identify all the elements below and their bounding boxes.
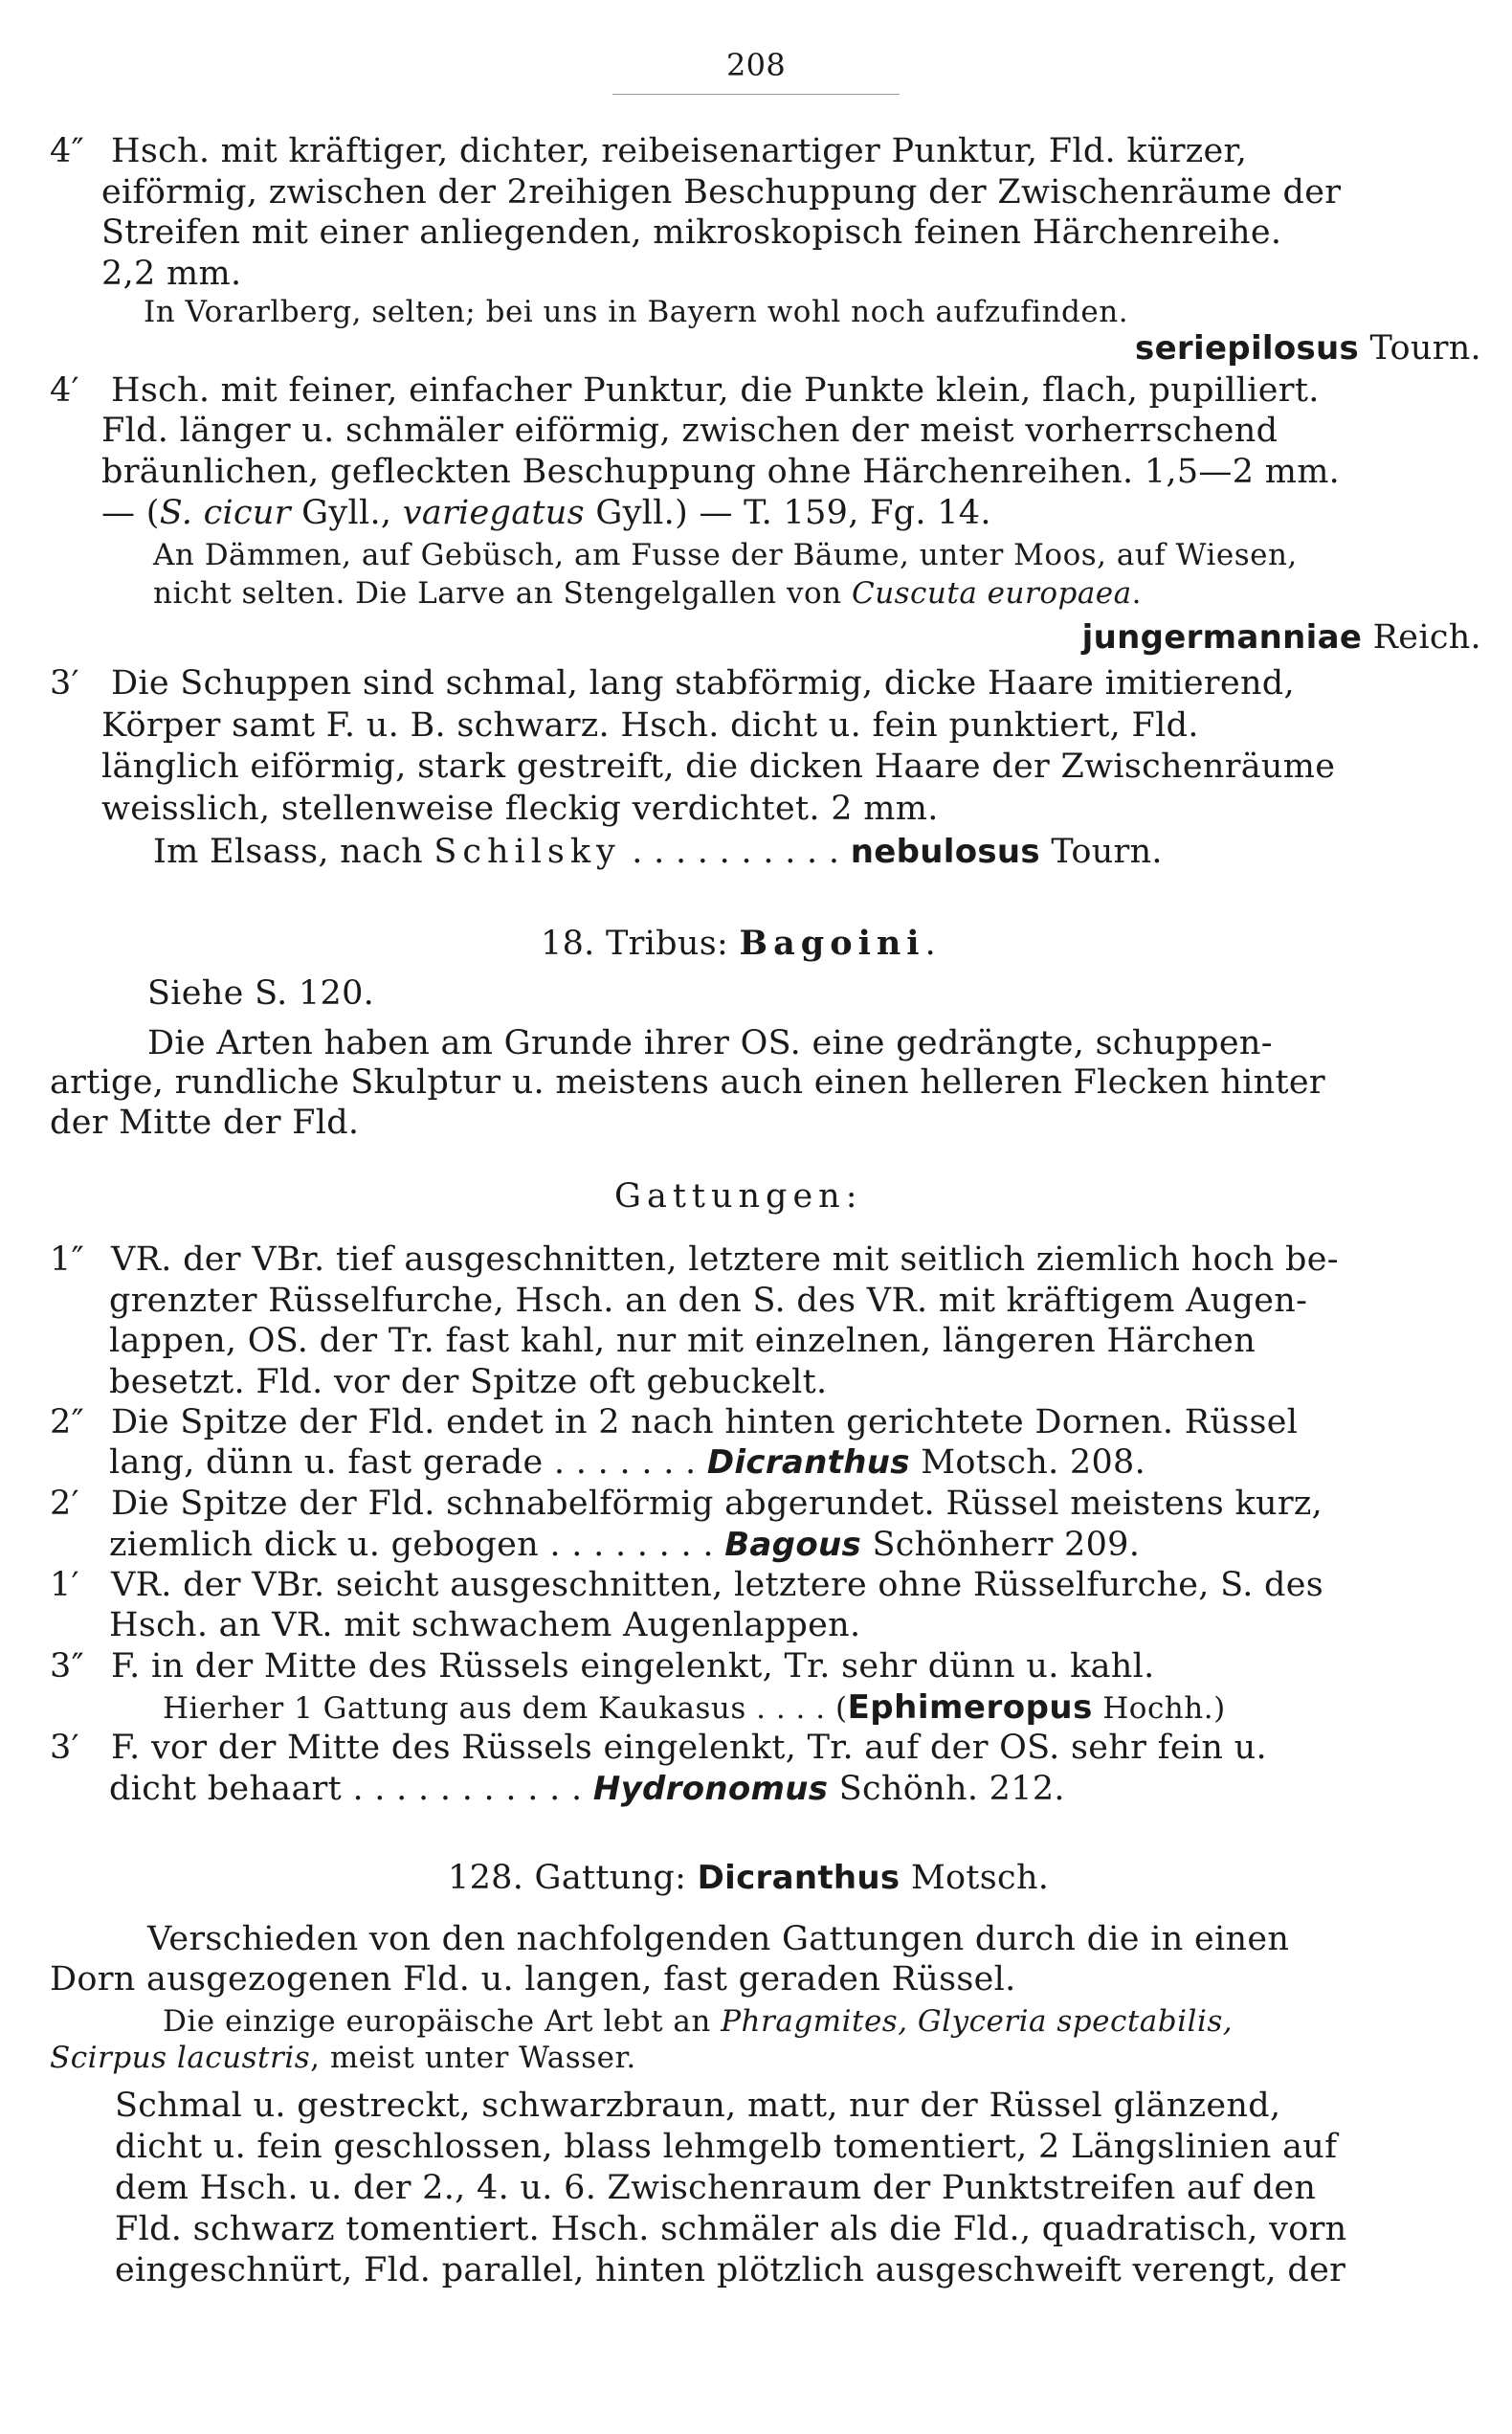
key-1a-line2: grenzter Rüsselfurche, Hsch. an den S. des VR. mit kräftigem Augen- [109, 1282, 1308, 1320]
couplet-4a-line2: eiförmig, zwischen der 2reihigen Beschuppung der Zwischenräume der [101, 173, 1342, 212]
key-2b-line2: ziemlich dick u. gebogen . . . . . . . . Bagous Schönherr 209. [109, 1526, 1141, 1564]
key-2a-line2: lang, dünn u. fast gerade . . . . . . . Dicranthus Motsch. 208. [109, 1443, 1146, 1482]
header-rule [612, 94, 900, 95]
key-3b-line2: dicht behaart . . . . . . . . . . . Hydronomus Schönh. 212. [109, 1770, 1065, 1808]
couplet-3b-line1: 3′ Die Schuppen sind schmal, lang stabförmig, dicke Haare imitierend, [50, 664, 1295, 703]
habitat-line: Die einzige europäische Art lebt an Phragmites, Glyceria spectabilis, [163, 2004, 1234, 2039]
couplet-4b-line2: Fld. länger u. schmäler eiförmig, zwischen der meist vorherrschend [101, 412, 1279, 450]
species-nebulosus: Im Elsass, nach Schilsky . . . . . . . . . . nebulosus Tourn. [153, 833, 1163, 871]
key-3a-line1: 3″ F. in der Mitte des Rüssels eingelenkt, Tr. sehr dünn u. kahl. [50, 1647, 1155, 1686]
tribus-heading: 18. Tribus: Bagoini. [541, 924, 937, 963]
habitat-line: An Dämmen, auf Gebüsch, am Fusse der Bäume, unter Moos, auf Wiesen, [153, 538, 1298, 572]
description-line: eingeschnürt, Fld. parallel, hinten plötzlich ausgeschweift verengt, der [115, 2251, 1346, 2289]
key-1b-line1: 1′ VR. der VBr. seicht ausgeschnitten, letztere ohne Rüsselfurche, S. des [50, 1566, 1324, 1604]
body-line: Dorn ausgezogenen Fld. u. langen, fast geraden Rüssel. [50, 1960, 1016, 1999]
couplet-4a-line1: 4″ Hsch. mit kräftiger, dichter, reibeisenartiger Punktur, Fld. kürzer, [50, 132, 1248, 170]
body-line: der Mitte der Fld. [50, 1104, 360, 1142]
couplet-3b-line2: Körper samt F. u. B. schwarz. Hsch. dicht u. fein punktiert, Fld. [101, 706, 1199, 745]
couplet-4b-line3: bräunlichen, gefleckten Beschuppung ohne Härchenreihen. 1,5—2 mm. [101, 453, 1341, 491]
description-line: Fld. schwarz tomentiert. Hsch. schmäler als die Fld., quadratisch, vorn [115, 2210, 1347, 2248]
key-1a-line1: 1″ VR. der VBr. tief ausgeschnitten, letztere mit seitlich ziemlich hoch be- [50, 1240, 1339, 1279]
gattung-heading: 128. Gattung: Dicranthus Motsch. [448, 1859, 1050, 1897]
key-2b-line1: 2′ Die Spitze der Fld. schnabelförmig abgerundet. Rüssel meistens kurz, [50, 1485, 1323, 1523]
body-line: Siehe S. 120. [147, 974, 375, 1013]
body-line: Verschieden von den nachfolgenden Gattungen durch die in einen [147, 1920, 1290, 1958]
habitat-line: nicht selten. Die Larve an Stengelgallen von Cuscuta europaea. [153, 576, 1142, 611]
key-1a-line4: besetzt. Fld. vor der Spitze oft gebuckelt. [109, 1363, 828, 1401]
species-seriepilosus: seriepilosus Tourn. [1135, 329, 1481, 368]
key-2a-line1: 2″ Die Spitze der Fld. endet in 2 nach hinten gerichtete Dornen. Rüssel [50, 1403, 1299, 1441]
key-3a-line2: Hierher 1 Gattung aus dem Kaukasus . . . . (Ephimeropus Hochh.) [163, 1688, 1226, 1727]
key-1a-line3: lappen, OS. der Tr. fast kahl, nur mit einzelnen, längeren Härchen [109, 1322, 1256, 1360]
description-line: dicht u. fein geschlossen, blass lehmgelb tomentiert, 2 Längslinien auf [115, 2128, 1338, 2166]
couplet-3b-line4: weisslich, stellenweise fleckig verdichtet. 2 mm. [101, 790, 939, 828]
couplet-3b-line3: länglich eiförmig, stark gestreift, die dicken Haare der Zwischenräume [101, 748, 1336, 786]
description-line: dem Hsch. u. der 2., 4. u. 6. Zwischenraum der Punktstreifen auf den [115, 2169, 1317, 2207]
body-line: artige, rundliche Skulptur u. meistens auch einen helleren Flecken hinter [50, 1063, 1325, 1102]
couplet-4b-line4: — (S. cicur Gyll., variegatus Gyll.) — T. 159, Fg. 14. [101, 494, 991, 532]
key-1b-line2: Hsch. an VR. mit schwachem Augenlappen. [109, 1606, 861, 1644]
key-3b-line1: 3′ F. vor der Mitte des Rüssels eingelenkt, Tr. auf der OS. sehr fein u. [50, 1729, 1267, 1767]
couplet-4b-line1: 4′ Hsch. mit feiner, einfacher Punktur, die Punkte klein, flach, pupilliert. [50, 371, 1320, 410]
couplet-4a-line4: 2,2 mm. [101, 255, 242, 293]
habitat-line: In Vorarlberg, selten; bei uns in Bayern wohl noch aufzufinden. [144, 295, 1129, 329]
couplet-4a-line3: Streifen mit einer anliegenden, mikroskopisch feinen Härchenreihe. [101, 213, 1282, 252]
gattungen-heading: Gattungen: [614, 1177, 863, 1216]
species-jungermanniae: jungermanniae Reich. [1081, 618, 1481, 657]
body-line: Die Arten haben am Grunde ihrer OS. eine gedrängte, schuppen- [147, 1024, 1273, 1062]
description-line: Schmal u. gestreckt, schwarzbraun, matt, nur der Rüssel glänzend, [115, 2087, 1281, 2125]
page-number: 208 [726, 47, 786, 83]
habitat-line: Scirpus lacustris, meist unter Wasser. [50, 2041, 636, 2075]
